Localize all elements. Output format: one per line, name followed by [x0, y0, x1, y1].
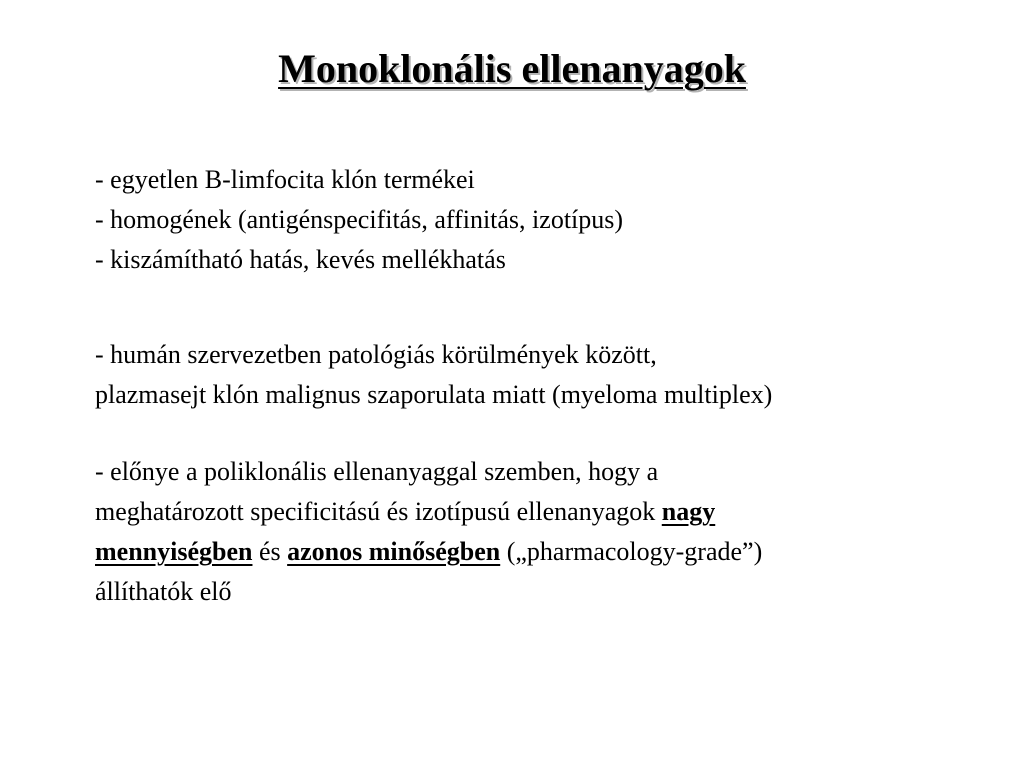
plain-text: meghatározott specificitású és izotípusú ellenanyagok — [95, 497, 662, 526]
emphasis-text: azonos minőségben — [287, 537, 501, 566]
emphasis-text: nagy — [661, 497, 716, 526]
bullet-line: - humán szervezetben patológiás körülmények között, — [95, 340, 657, 369]
slide-title: Monoklonális ellenanyagok — [278, 46, 746, 91]
bullet-block-advantage — [95, 452, 1005, 612]
plain-text: és — [252, 537, 288, 566]
bullet-line-continuation — [95, 492, 1005, 532]
bullet-block-properties — [95, 160, 1005, 280]
bullet-line: - kiszámítható hatás, kevés mellékhatás — [95, 245, 506, 274]
bullet-line-continuation — [95, 532, 1005, 572]
bullet-line: - előnye a poliklonális ellenanyaggal szemben, hogy a — [95, 457, 659, 486]
bullet-line: - homogének (antigénspecifitás, affinitás, izotípus) — [95, 205, 624, 234]
bullet-line-continuation: plazmasejt klón malignus szaporulata miatt (myeloma multiplex) — [95, 380, 773, 409]
bullet-block-origin — [95, 335, 1005, 415]
emphasis-text: mennyiségben — [95, 537, 253, 566]
bullet-line: - egyetlen B-limfocita klón termékei — [95, 165, 475, 194]
bullet-line-continuation: állíthatók elő — [95, 577, 232, 606]
plain-text: („pharmacology-grade”) — [500, 537, 763, 566]
